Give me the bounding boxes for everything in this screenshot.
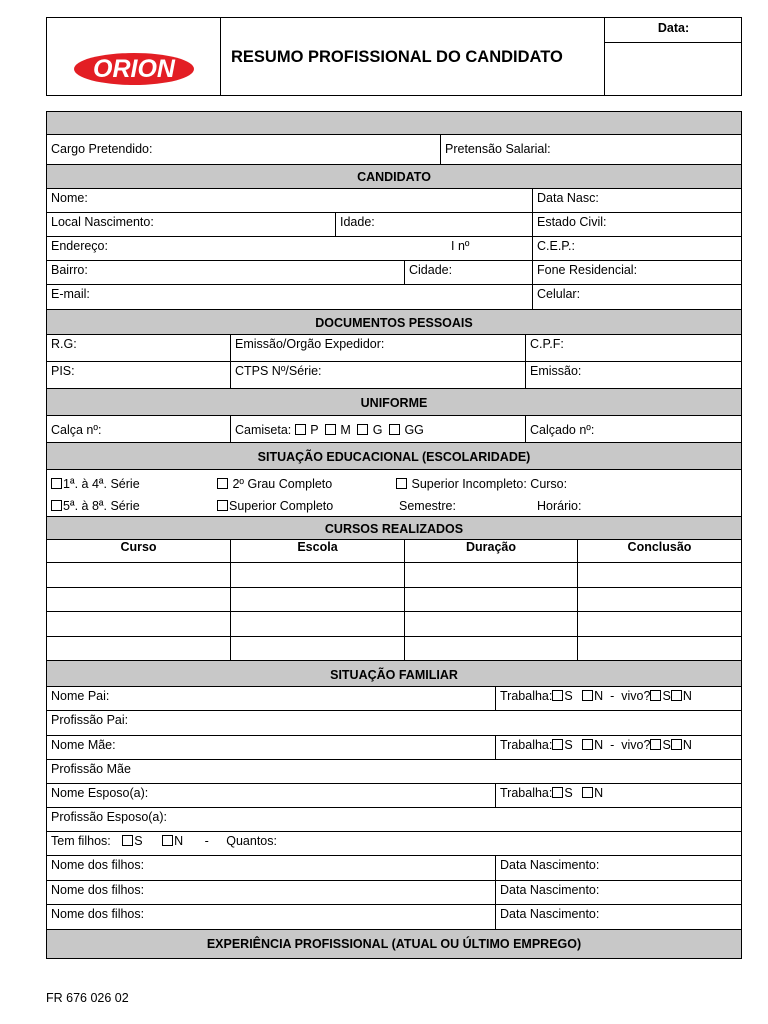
date-box[interactable] (604, 18, 742, 95)
pai-trabalha-n-checkbox[interactable] (582, 690, 593, 701)
table-row (47, 612, 741, 637)
duracao-cell[interactable] (404, 612, 577, 636)
serie-1-4-checkbox[interactable] (51, 478, 62, 489)
cursos-header-row (47, 540, 741, 563)
curso-cell[interactable] (47, 563, 230, 587)
nome-mae-label: Nome Mãe: (51, 738, 116, 752)
profissao-pai-label: Profissão Pai: (51, 713, 129, 727)
idade-field[interactable] (335, 213, 532, 236)
celular-field[interactable] (532, 285, 741, 309)
row-profissao-esposo (47, 808, 741, 832)
dash-separator: - (610, 738, 615, 752)
row-nome-mae (47, 736, 741, 760)
ctps-label: CTPS Nº/Série: (235, 364, 322, 378)
nome-filhos-label: Nome dos filhos: (51, 883, 145, 897)
numero-label: I nº (451, 239, 470, 253)
col-conclusao (577, 540, 741, 562)
local-nasc-field[interactable] (47, 213, 335, 236)
row-educacao (47, 470, 741, 517)
section-uniforme-title: UNIFORME (360, 396, 428, 410)
escola-cell[interactable] (230, 563, 404, 587)
cep-label: C.E.P.: (537, 239, 575, 253)
row-cargo (47, 135, 741, 165)
emissao-field[interactable] (525, 362, 741, 388)
size-p-checkbox[interactable] (295, 424, 306, 435)
row-nome (47, 189, 741, 213)
trabalha-label: Trabalha: (500, 786, 553, 800)
endereco-field[interactable] (47, 237, 447, 260)
pai-status (495, 687, 741, 710)
esposo-trabalha-s-checkbox[interactable] (552, 787, 563, 798)
logo-text: ORION (93, 55, 175, 83)
pai-trabalha-s-checkbox[interactable] (552, 690, 563, 701)
section-educacao (47, 443, 741, 470)
conclusao-cell[interactable] (577, 588, 741, 611)
profissao-mae-label: Profissão Mãe (51, 762, 131, 776)
emissao-label: Emissão: (530, 364, 582, 378)
quantos-label[interactable]: Quantos: (226, 834, 277, 848)
curso-cell[interactable] (47, 637, 230, 660)
tem-filhos-field (47, 832, 741, 855)
esposo-trabalha-n-checkbox[interactable] (582, 787, 593, 798)
email-label: E-mail: (51, 287, 90, 301)
superior-completo-checkbox[interactable] (217, 500, 228, 511)
tem-filhos-label: Tem filhos: (51, 834, 111, 848)
candidate-form (46, 111, 742, 959)
celular-label: Celular: (537, 287, 581, 301)
nome-label: Nome: (51, 191, 88, 205)
edu-serie-5-8[interactable] (51, 499, 140, 513)
s-label: S (564, 689, 573, 703)
edu-superior-incompleto[interactable] (396, 477, 567, 491)
profissao-pai-field[interactable] (47, 711, 741, 735)
size-m-label: M (340, 423, 351, 437)
nome-pai-label: Nome Pai: (51, 689, 110, 703)
nome-esposo-field[interactable] (47, 784, 495, 807)
row-filho-3 (47, 905, 741, 930)
emissao-orgao-field[interactable] (230, 335, 525, 361)
size-g-checkbox[interactable] (357, 424, 368, 435)
duracao-cell[interactable] (404, 637, 577, 660)
dash-separator: - (610, 689, 615, 703)
duracao-cell[interactable] (404, 563, 577, 587)
col-escola-label: Escola (297, 540, 338, 554)
section-candidato-title: CANDIDATO (357, 170, 431, 184)
trabalha-label: Trabalha: (500, 738, 553, 752)
bairro-label: Bairro: (51, 263, 88, 277)
cargo-field[interactable] (47, 135, 440, 164)
endereco-label: Endereço: (51, 239, 108, 253)
n-label: N (174, 834, 184, 848)
size-p-label: P (310, 423, 319, 437)
segundo-grau-label: 2º Grau Completo (232, 477, 333, 491)
cpf-field[interactable] (525, 335, 741, 361)
segundo-grau-checkbox[interactable] (217, 478, 228, 489)
data-nascimento-label: Data Nascimento: (500, 907, 600, 921)
s-label: S (662, 689, 671, 703)
col-curso-label: Curso (120, 540, 157, 554)
n-label: N (594, 738, 604, 752)
calcado-label: Calçado nº: (530, 423, 595, 437)
s-label: S (662, 738, 671, 752)
fone-field[interactable] (532, 261, 741, 284)
pai-vivo-n-checkbox[interactable] (671, 690, 682, 701)
curso-cell[interactable] (47, 588, 230, 611)
calca-label: Calça nº: (51, 423, 102, 437)
blank-section-bar (47, 112, 741, 135)
cargo-label: Cargo Pretendido: (51, 142, 153, 156)
escola-cell[interactable] (230, 588, 404, 611)
row-profissao-pai (47, 711, 741, 736)
vivo-label: vivo? (621, 689, 651, 703)
nome-filho-field[interactable] (47, 856, 495, 880)
estado-civil-label: Estado Civil: (537, 215, 607, 229)
row-filho-1 (47, 856, 741, 881)
nome-field[interactable] (47, 189, 532, 212)
edu-serie-1-4[interactable] (51, 477, 140, 491)
s-label: S (564, 786, 573, 800)
data-nasc-filho-field[interactable] (495, 881, 741, 904)
data-nasc-filho-field[interactable] (495, 905, 741, 929)
mae-status (495, 736, 741, 759)
n-label: N (594, 786, 604, 800)
row-nome-pai (47, 687, 741, 711)
serie-5-8-checkbox[interactable] (51, 500, 62, 511)
conclusao-cell[interactable] (577, 637, 741, 660)
pis-field[interactable] (47, 362, 230, 388)
conclusao-cell[interactable] (577, 612, 741, 636)
duracao-cell[interactable] (404, 588, 577, 611)
pretensao-field[interactable] (440, 135, 741, 164)
col-duracao (404, 540, 577, 562)
section-educacao-title: SITUAÇÃO EDUCACIONAL (ESCOLARIDADE) (257, 450, 531, 464)
email-field[interactable] (47, 285, 532, 309)
cidade-field[interactable] (404, 261, 532, 284)
filhos-s-checkbox[interactable] (122, 835, 133, 846)
rg-label: R.G: (51, 337, 77, 351)
nome-filho-field[interactable] (47, 905, 495, 929)
row-nome-esposo (47, 784, 741, 808)
nome-mae-field[interactable] (47, 736, 495, 759)
data-nasc-field[interactable] (532, 189, 741, 212)
row-pis (47, 362, 741, 389)
escola-cell[interactable] (230, 637, 404, 660)
local-nasc-label: Local Nascimento: (51, 215, 154, 229)
cep-field[interactable] (532, 237, 741, 260)
size-g-label: G (372, 423, 383, 437)
orion-logo (73, 51, 195, 87)
row-local (47, 213, 741, 237)
cidade-label: Cidade: (409, 263, 453, 277)
serie-5-8-label: 5ª. à 8ª. Série (63, 499, 140, 513)
fone-label: Fone Residencial: (537, 263, 638, 277)
section-uniforme (47, 389, 741, 416)
section-familiar (47, 661, 741, 687)
table-row (47, 588, 741, 612)
escola-cell[interactable] (230, 612, 404, 636)
esposo-status (495, 784, 741, 807)
data-nascimento-label: Data Nascimento: (500, 858, 600, 872)
s-label: S (134, 834, 143, 848)
cpf-label: C.P.F: (530, 337, 564, 351)
emissao-orgao-label: Emissão/Orgão Expedidor: (235, 337, 385, 351)
conclusao-cell[interactable] (577, 563, 741, 587)
nome-filhos-label: Nome dos filhos: (51, 907, 145, 921)
row-uniforme (47, 416, 741, 443)
table-row (47, 563, 741, 588)
section-candidato (47, 165, 741, 189)
bairro-field[interactable] (47, 261, 404, 284)
page-title: RESUMO PROFISSIONAL DO CANDIDATO (231, 48, 563, 66)
superior-incompleto-checkbox[interactable] (396, 478, 407, 489)
section-familiar-title: SITUAÇÃO FAMILIAR (330, 668, 458, 682)
row-profissao-mae (47, 760, 741, 784)
rg-field[interactable] (47, 335, 230, 361)
size-m-checkbox[interactable] (325, 424, 336, 435)
calca-field[interactable] (47, 416, 230, 442)
date-label-row (605, 18, 742, 43)
section-documentos-title: DOCUMENTOS PESSOAIS (315, 316, 473, 330)
size-gg-checkbox[interactable] (389, 424, 400, 435)
n-label: N (594, 689, 604, 703)
col-conclusao-label: Conclusão (627, 540, 692, 554)
data-nasc-label: Data Nasc: (537, 191, 599, 205)
form-code: FR 676 026 02 (46, 991, 129, 1005)
row-email (47, 285, 741, 310)
camiseta-label: Camiseta: (235, 423, 292, 437)
mae-trabalha-s-checkbox[interactable] (552, 739, 563, 750)
mae-vivo-s-checkbox[interactable] (650, 739, 661, 750)
s-label: S (564, 738, 573, 752)
nome-pai-field[interactable] (47, 687, 495, 710)
mae-vivo-n-checkbox[interactable] (671, 739, 682, 750)
semestre-label: Semestre: (399, 499, 456, 513)
col-escola (230, 540, 404, 562)
numero-field[interactable] (447, 237, 532, 260)
superior-completo-label: Superior Completo (229, 499, 334, 513)
horario-label: Horário: (537, 499, 582, 513)
dash-separator: - (204, 834, 209, 848)
ctps-field[interactable] (230, 362, 525, 388)
nome-filho-field[interactable] (47, 881, 495, 904)
row-rg (47, 335, 741, 362)
section-cursos (47, 517, 741, 540)
nome-filhos-label: Nome dos filhos: (51, 858, 145, 872)
calcado-field[interactable] (525, 416, 741, 442)
camiseta-field (230, 416, 525, 442)
row-tem-filhos (47, 832, 741, 856)
horario-field[interactable] (537, 499, 581, 513)
table-row (47, 637, 741, 661)
section-experiencia-title: EXPERIÊNCIA PROFISSIONAL (ATUAL OU ÚLTIMO EMPREGO) (206, 937, 582, 951)
section-documentos (47, 310, 741, 335)
semestre-field[interactable] (399, 499, 456, 513)
pretensao-label: Pretensão Salarial: (445, 142, 551, 156)
data-nasc-filho-field[interactable] (495, 856, 741, 880)
pai-vivo-s-checkbox[interactable] (650, 690, 661, 701)
trabalha-label: Trabalha: (500, 689, 553, 703)
edu-segundo-grau[interactable] (217, 477, 332, 491)
row-filho-2 (47, 881, 741, 905)
n-label: N (682, 689, 692, 703)
pis-label: PIS: (51, 364, 75, 378)
profissao-esposo-label: Profissão Esposo(a): (51, 810, 168, 824)
section-experiencia (47, 930, 741, 958)
row-bairro (47, 261, 741, 285)
vivo-label: vivo? (621, 738, 651, 752)
serie-1-4-label: 1ª. à 4ª. Série (63, 477, 140, 491)
form-header (46, 17, 742, 96)
edu-superior-completo[interactable] (217, 499, 333, 513)
idade-label: Idade: (340, 215, 375, 229)
col-curso (47, 540, 230, 562)
row-endereco (47, 237, 741, 261)
logo-cell (47, 18, 221, 95)
size-gg-label: GG (404, 423, 424, 437)
col-duracao-label: Duração (465, 540, 517, 554)
section-cursos-title: CURSOS REALIZADOS (324, 522, 464, 536)
profissao-mae-field[interactable] (47, 760, 741, 783)
mae-trabalha-n-checkbox[interactable] (582, 739, 593, 750)
estado-civil-field[interactable] (532, 213, 741, 236)
filhos-n-checkbox[interactable] (162, 835, 173, 846)
data-nascimento-label: Data Nascimento: (500, 883, 600, 897)
nome-esposo-label: Nome Esposo(a): (51, 786, 149, 800)
n-label: N (682, 738, 692, 752)
curso-cell[interactable] (47, 612, 230, 636)
superior-incompleto-label: Superior Incompleto: Curso: (411, 477, 568, 491)
date-label: Data: (657, 21, 690, 35)
profissao-esposo-field[interactable] (47, 808, 741, 831)
